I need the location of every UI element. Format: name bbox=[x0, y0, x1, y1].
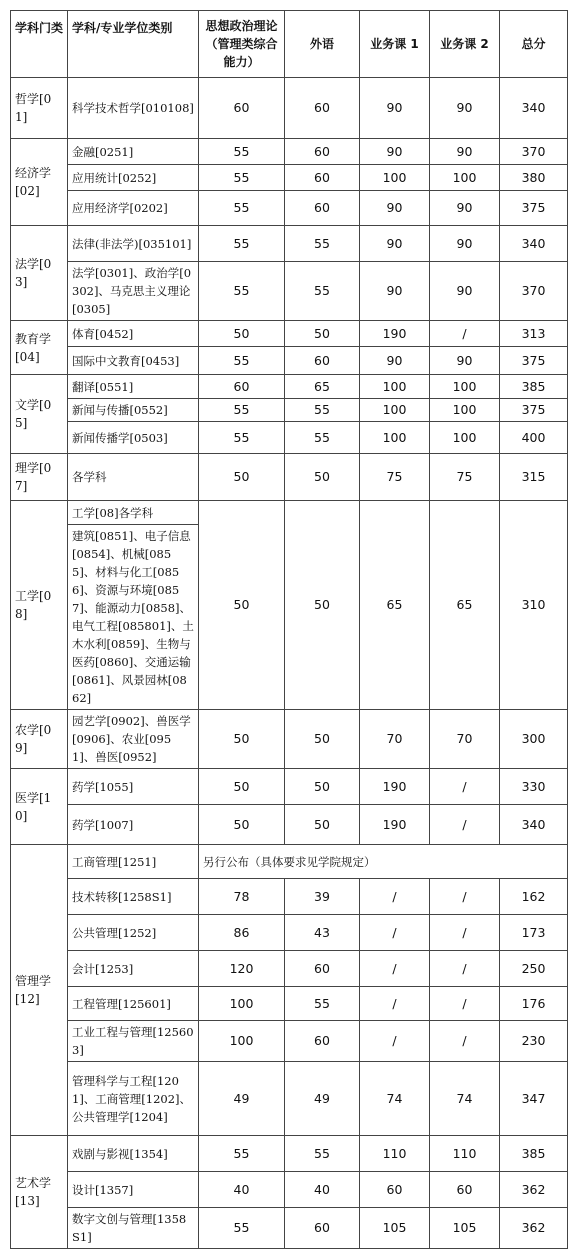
politics-score: 50 bbox=[199, 501, 285, 710]
foreign-score: 40 bbox=[285, 1172, 360, 1208]
table-row bbox=[11, 165, 568, 191]
category-cell: 工学[08] bbox=[11, 501, 68, 710]
table-row bbox=[11, 375, 568, 399]
course1-score: 90 bbox=[360, 226, 430, 262]
politics-score: 55 bbox=[199, 347, 285, 375]
course1-score: 100 bbox=[360, 375, 430, 399]
subject-cell: 设计[1357] bbox=[68, 1172, 199, 1208]
table-row bbox=[11, 262, 568, 321]
subject-cell: 新闻传播学[0503] bbox=[68, 422, 199, 454]
foreign-score: 55 bbox=[285, 422, 360, 454]
subject-cell: 会计[1253] bbox=[68, 951, 199, 987]
course1-score: 190 bbox=[360, 321, 430, 347]
score-table bbox=[10, 10, 568, 1249]
header-total: 总分 bbox=[500, 11, 568, 78]
foreign-score: 50 bbox=[285, 710, 360, 769]
table-row bbox=[11, 987, 568, 1021]
total-score: 330 bbox=[500, 769, 568, 805]
foreign-score: 60 bbox=[285, 78, 360, 139]
course2-score: / bbox=[430, 769, 500, 805]
foreign-score: 60 bbox=[285, 139, 360, 165]
subject-cell: 法律(非法学)[035101] bbox=[68, 226, 199, 262]
total-score: 370 bbox=[500, 262, 568, 321]
subject-cell: 新闻与传播[0552] bbox=[68, 399, 199, 422]
subject-cell: 各学科 bbox=[68, 454, 199, 501]
total-score: 385 bbox=[500, 1136, 568, 1172]
foreign-score: 65 bbox=[285, 375, 360, 399]
category-cell: 农学[09] bbox=[11, 710, 68, 769]
total-score: 176 bbox=[500, 987, 568, 1021]
table-row bbox=[11, 710, 568, 769]
course2-score: 110 bbox=[430, 1136, 500, 1172]
total-score: 375 bbox=[500, 191, 568, 226]
politics-score: 60 bbox=[199, 78, 285, 139]
subject-cell: 药学[1055] bbox=[68, 769, 199, 805]
table-row bbox=[11, 139, 568, 165]
politics-score: 78 bbox=[199, 879, 285, 915]
subject-cell: 国际中文教育[0453] bbox=[68, 347, 199, 375]
subject-cell: 应用统计[0252] bbox=[68, 165, 199, 191]
total-score: 347 bbox=[500, 1062, 568, 1136]
subject-cell: 药学[1007] bbox=[68, 805, 199, 845]
subject-cell: 科学技术哲学[010108] bbox=[68, 78, 199, 139]
foreign-score: 55 bbox=[285, 262, 360, 321]
header-category: 学科门类 bbox=[11, 11, 68, 78]
course1-score: 70 bbox=[360, 710, 430, 769]
foreign-score: 50 bbox=[285, 321, 360, 347]
course1-score: / bbox=[360, 951, 430, 987]
total-score: 340 bbox=[500, 805, 568, 845]
course1-score: 105 bbox=[360, 1208, 430, 1249]
total-score: 313 bbox=[500, 321, 568, 347]
total-score: 340 bbox=[500, 78, 568, 139]
table-row bbox=[11, 454, 568, 501]
table-row bbox=[11, 347, 568, 375]
politics-score: 100 bbox=[199, 987, 285, 1021]
politics-score: 40 bbox=[199, 1172, 285, 1208]
course2-score: 90 bbox=[430, 226, 500, 262]
table-row bbox=[11, 1021, 568, 1062]
category-cell: 经济学[02] bbox=[11, 139, 68, 226]
course2-score: 100 bbox=[430, 399, 500, 422]
total-score: 362 bbox=[500, 1172, 568, 1208]
course2-score: / bbox=[430, 321, 500, 347]
course1-score: 100 bbox=[360, 165, 430, 191]
total-score: 173 bbox=[500, 915, 568, 951]
course2-score: / bbox=[430, 915, 500, 951]
category-cell: 法学[03] bbox=[11, 226, 68, 321]
course1-score: 110 bbox=[360, 1136, 430, 1172]
table-row bbox=[11, 501, 568, 525]
table-row bbox=[11, 951, 568, 987]
subject-cell: 管理科学与工程[1201]、工商管理[1202]、公共管理学[1204] bbox=[68, 1062, 199, 1136]
course1-score: / bbox=[360, 987, 430, 1021]
course2-score: / bbox=[430, 805, 500, 845]
header-subject: 学科/专业学位类别 bbox=[68, 11, 199, 78]
politics-score: 55 bbox=[199, 422, 285, 454]
course1-score: 190 bbox=[360, 805, 430, 845]
foreign-score: 49 bbox=[285, 1062, 360, 1136]
course2-score: 90 bbox=[430, 347, 500, 375]
course1-score: 60 bbox=[360, 1172, 430, 1208]
course1-score: / bbox=[360, 879, 430, 915]
course1-score: 100 bbox=[360, 399, 430, 422]
course2-score: / bbox=[430, 951, 500, 987]
header-politics: 思想政治理论（管理类综合能力） bbox=[199, 11, 285, 78]
course2-score: / bbox=[430, 879, 500, 915]
politics-score: 50 bbox=[199, 710, 285, 769]
course1-score: 100 bbox=[360, 422, 430, 454]
foreign-score: 55 bbox=[285, 226, 360, 262]
course1-score: / bbox=[360, 915, 430, 951]
subject-cell: 园艺学[0902]、兽医学[0906]、农业[0951]、兽医[0952] bbox=[68, 710, 199, 769]
table-row bbox=[11, 1136, 568, 1172]
politics-score: 50 bbox=[199, 769, 285, 805]
politics-score: 55 bbox=[199, 399, 285, 422]
foreign-score: 60 bbox=[285, 1021, 360, 1062]
foreign-score: 60 bbox=[285, 165, 360, 191]
course2-score: 90 bbox=[430, 262, 500, 321]
header-course2: 业务课 2 bbox=[430, 11, 500, 78]
subject-cell: 法学[0301]、政治学[0302]、马克思主义理论[0305] bbox=[68, 262, 199, 321]
course2-score: 90 bbox=[430, 191, 500, 226]
subject-cell: 数字文创与管理[1358S1] bbox=[68, 1208, 199, 1249]
table-row bbox=[11, 422, 568, 454]
course2-score: / bbox=[430, 1021, 500, 1062]
politics-score: 55 bbox=[199, 1208, 285, 1249]
politics-score: 55 bbox=[199, 262, 285, 321]
subject-cell: 应用经济学[0202] bbox=[68, 191, 199, 226]
course2-score: 75 bbox=[430, 454, 500, 501]
category-cell: 管理学[12] bbox=[11, 845, 68, 1136]
course1-score: 90 bbox=[360, 139, 430, 165]
politics-score: 55 bbox=[199, 165, 285, 191]
category-cell: 文学[05] bbox=[11, 375, 68, 454]
total-score: 362 bbox=[500, 1208, 568, 1249]
total-score: 162 bbox=[500, 879, 568, 915]
table-row bbox=[11, 915, 568, 951]
foreign-score: 55 bbox=[285, 399, 360, 422]
course1-score: 90 bbox=[360, 78, 430, 139]
subject-cell: 金融[0251] bbox=[68, 139, 199, 165]
table-row bbox=[11, 191, 568, 226]
total-score: 370 bbox=[500, 139, 568, 165]
table-row bbox=[11, 1172, 568, 1208]
politics-score: 100 bbox=[199, 1021, 285, 1062]
table-row bbox=[11, 1062, 568, 1136]
course2-score: 70 bbox=[430, 710, 500, 769]
foreign-score: 60 bbox=[285, 191, 360, 226]
politics-score: 55 bbox=[199, 191, 285, 226]
politics-score: 50 bbox=[199, 454, 285, 501]
total-score: 300 bbox=[500, 710, 568, 769]
category-cell: 哲学[01] bbox=[11, 78, 68, 139]
course2-score: 105 bbox=[430, 1208, 500, 1249]
course2-score: 90 bbox=[430, 139, 500, 165]
course1-score: 190 bbox=[360, 769, 430, 805]
politics-score: 86 bbox=[199, 915, 285, 951]
course2-score: / bbox=[430, 987, 500, 1021]
total-score: 375 bbox=[500, 347, 568, 375]
category-cell: 医学[10] bbox=[11, 769, 68, 845]
course1-score: 90 bbox=[360, 262, 430, 321]
total-score: 375 bbox=[500, 399, 568, 422]
foreign-score: 55 bbox=[285, 987, 360, 1021]
politics-score: 120 bbox=[199, 951, 285, 987]
table-row bbox=[11, 78, 568, 139]
table-row bbox=[11, 1208, 568, 1249]
table-row bbox=[11, 805, 568, 845]
course2-score: 90 bbox=[430, 78, 500, 139]
subject-cell: 戏剧与影视[1354] bbox=[68, 1136, 199, 1172]
politics-score: 55 bbox=[199, 1136, 285, 1172]
course2-score: 100 bbox=[430, 375, 500, 399]
foreign-score: 43 bbox=[285, 915, 360, 951]
total-score: 230 bbox=[500, 1021, 568, 1062]
header-foreign: 外语 bbox=[285, 11, 360, 78]
course1-score: 90 bbox=[360, 191, 430, 226]
foreign-score: 50 bbox=[285, 769, 360, 805]
table-row bbox=[11, 399, 568, 422]
subject-cell: 工程管理[125601] bbox=[68, 987, 199, 1021]
course2-score: 100 bbox=[430, 422, 500, 454]
subject-cell: 公共管理[1252] bbox=[68, 915, 199, 951]
foreign-score: 50 bbox=[285, 805, 360, 845]
politics-score: 55 bbox=[199, 139, 285, 165]
politics-score: 49 bbox=[199, 1062, 285, 1136]
header-course1: 业务课 1 bbox=[360, 11, 430, 78]
politics-score: 50 bbox=[199, 805, 285, 845]
header-row bbox=[11, 11, 568, 78]
course2-score: 74 bbox=[430, 1062, 500, 1136]
table-row bbox=[11, 769, 568, 805]
total-score: 340 bbox=[500, 226, 568, 262]
course1-score: 90 bbox=[360, 347, 430, 375]
total-score: 250 bbox=[500, 951, 568, 987]
subject-cell: 技术转移[1258S1] bbox=[68, 879, 199, 915]
subject-cell: 体育[0452] bbox=[68, 321, 199, 347]
foreign-score: 60 bbox=[285, 951, 360, 987]
total-score: 315 bbox=[500, 454, 568, 501]
announcement-note: 另行公布（具体要求见学院规定） bbox=[199, 845, 568, 879]
subject-cell: 工商管理[1251] bbox=[68, 845, 199, 879]
foreign-score: 39 bbox=[285, 879, 360, 915]
subject-cell: 翻译[0551] bbox=[68, 375, 199, 399]
politics-score: 55 bbox=[199, 226, 285, 262]
table-row bbox=[11, 226, 568, 262]
table-row bbox=[11, 321, 568, 347]
category-cell: 教育学[04] bbox=[11, 321, 68, 375]
course1-score: 75 bbox=[360, 454, 430, 501]
course2-score: 60 bbox=[430, 1172, 500, 1208]
category-cell: 艺术学[13] bbox=[11, 1136, 68, 1249]
subject-cell: 工业工程与管理[125603] bbox=[68, 1021, 199, 1062]
course1-score: 74 bbox=[360, 1062, 430, 1136]
foreign-score: 50 bbox=[285, 501, 360, 710]
course2-score: 65 bbox=[430, 501, 500, 710]
foreign-score: 60 bbox=[285, 347, 360, 375]
category-cell: 理学[07] bbox=[11, 454, 68, 501]
course2-score: 100 bbox=[430, 165, 500, 191]
subject-cell: 工学[08]各学科 bbox=[68, 501, 199, 525]
table-row bbox=[11, 879, 568, 915]
subject-cell: 建筑[0851]、电子信息[0854]、机械[0855]、材料与化工[0856]、资源与环境[0857]、能源动力[0858]、电气工程[085801]、土木水利[0859]、生物与医药[0860]、交通运输[0861]、风景园林[0862] bbox=[68, 525, 199, 710]
total-score: 380 bbox=[500, 165, 568, 191]
foreign-score: 50 bbox=[285, 454, 360, 501]
foreign-score: 55 bbox=[285, 1136, 360, 1172]
politics-score: 60 bbox=[199, 375, 285, 399]
course1-score: 65 bbox=[360, 501, 430, 710]
table-row bbox=[11, 845, 568, 879]
total-score: 400 bbox=[500, 422, 568, 454]
politics-score: 50 bbox=[199, 321, 285, 347]
foreign-score: 60 bbox=[285, 1208, 360, 1249]
course1-score: / bbox=[360, 1021, 430, 1062]
total-score: 385 bbox=[500, 375, 568, 399]
total-score: 310 bbox=[500, 501, 568, 710]
